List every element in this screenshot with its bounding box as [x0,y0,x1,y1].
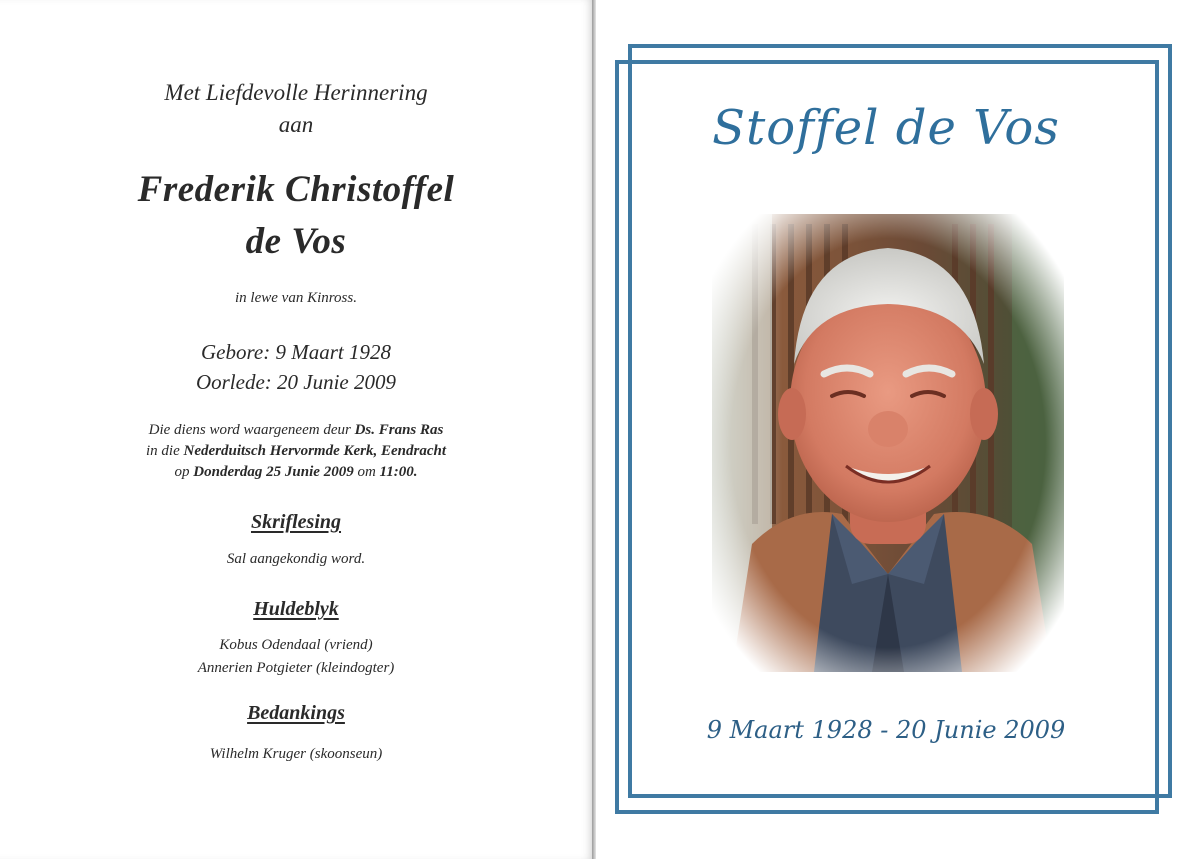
full-name-line-1: Frederik Christoffel [137,169,455,210]
section-line: Wilhelm Kruger (skoonseun) [209,746,383,762]
intro-line-1: Met Liefdevolle Herinnering [164,80,428,105]
cover-title: Stoffel de Vos [712,100,1060,156]
service-line-2: in die Nederduitsch Hervormde Kerk, Eendracht [146,443,446,459]
intro-line-2: aan [278,112,314,137]
residence-text: in lewe van Kinross. [235,290,357,306]
service-line-1: Die diens word waargeneem deur Ds. Frans Ras [148,422,444,438]
right-page [596,0,1200,859]
full-name-line-2: de Vos [245,221,347,262]
left-page [0,0,592,859]
died-date: Oorlede: 20 Junie 2009 [195,370,397,394]
section-line: Sal aangekondig word. [226,551,366,567]
service-line-3: op Donderdag 25 Junie 2009 om 11:00. [174,464,418,480]
section-line: Kobus Odendaal (vriend) [219,637,373,653]
section-heading-huldeblyk: Huldeblyk [253,598,339,620]
born-date: Gebore: 9 Maart 1928 [201,340,391,364]
section-heading-bedankings: Bedankings [247,702,345,724]
cover-dates: 9 Maart 1928 - 20 Junie 2009 [706,716,1066,744]
section-line: Annerien Potgieter (kleindogter) [197,660,395,676]
portrait-photo [712,214,1064,672]
section-heading-skriflesing: Skriflesing [250,511,342,533]
